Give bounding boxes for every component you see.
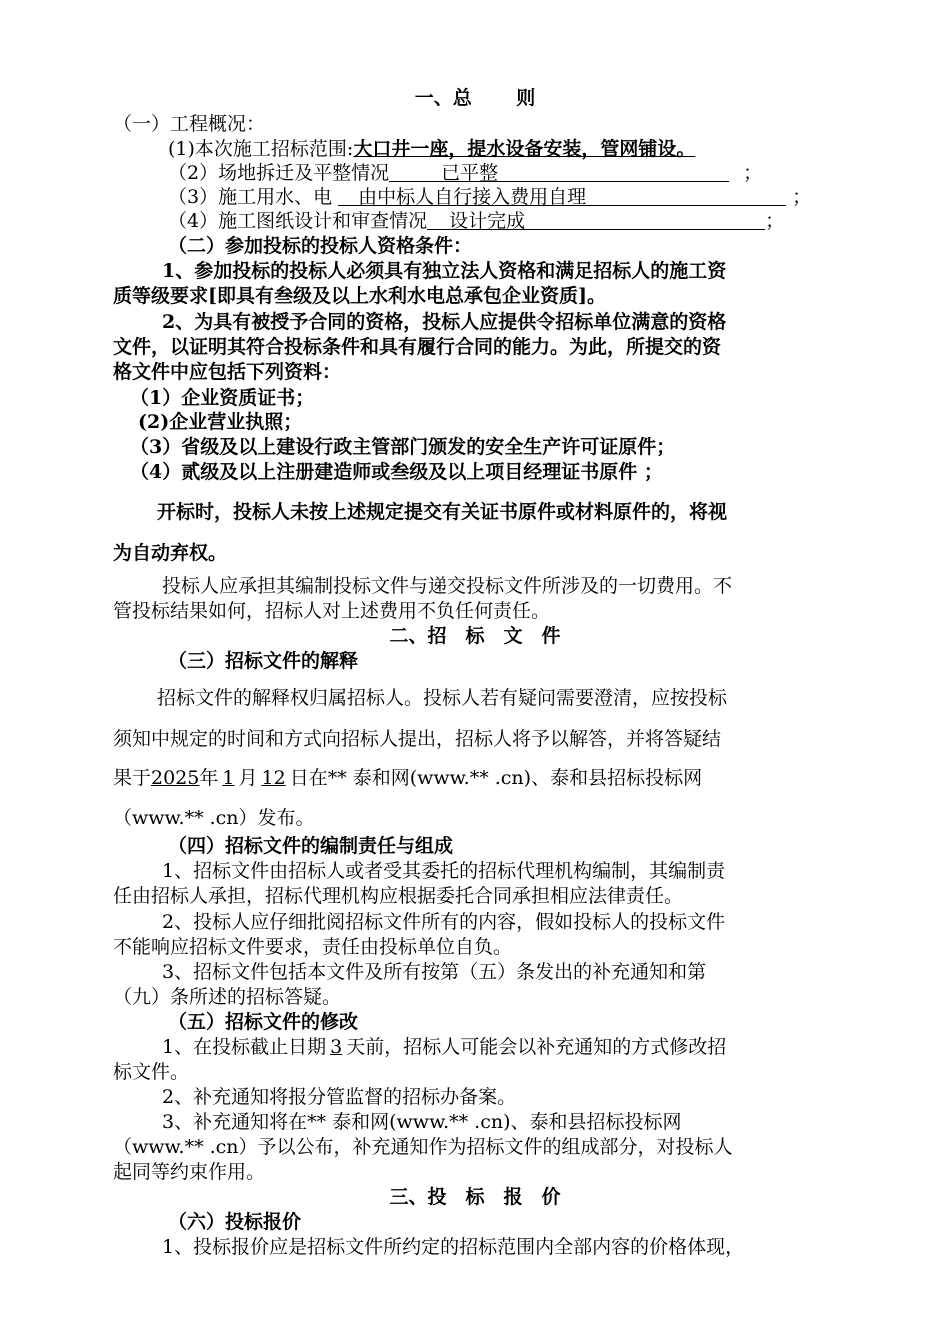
section-title-general: 一、总 则 (414, 87, 536, 109)
interp-line3 (113, 766, 702, 790)
answer-year: 2025 (151, 767, 200, 789)
site-line (168, 161, 762, 185)
qualification-heading: （二）参加投标的投标人资格条件： (168, 235, 473, 257)
mod3-line1: 3、补充通知将在** 泰和网(www.** .cn)、泰和县招标投标网 (162, 1111, 682, 1133)
comp2-line2: 不能响应招标文件要求，责任由投标单位自负。 (113, 936, 513, 958)
utility-semicolon: ； (792, 186, 812, 208)
comp3-line2: （九）条所述的招标答疑。 (113, 986, 342, 1008)
doc-item-2: (2)企业营业执照； (138, 411, 303, 433)
qual2-line3: 格文件中应包括下列资料： (113, 361, 342, 383)
utility-label: （3）施工用水、电 (168, 186, 333, 208)
comp3-line1: 3、招标文件包括本文件及所有按第（五）条发出的补充通知和第 (162, 961, 707, 983)
design-label: （4）施工图纸设计和审查情况 (168, 210, 428, 232)
warning-line2: 为自动弃权。 (113, 542, 228, 564)
cost-line2: 管投标结果如何，招标人对上述费用不负任何责任。 (113, 600, 551, 622)
mod1-line2: 标文件。 (113, 1061, 190, 1083)
site-value: 已平整 (441, 162, 499, 184)
utility-line (168, 185, 811, 209)
heading-composition: （四）招标文件的编制责任与组成 (168, 835, 454, 857)
price-line1: 1、投标报价应是招标文件所约定的招标范围内全部内容的价格体现， (162, 1236, 745, 1258)
qual2-line1: 2、为具有被授予合同的资格，投标人应提供令招标单位满意的资格 (162, 311, 727, 333)
overview-heading: （一）工程概况： (113, 113, 266, 135)
section-title-documents: 二、招 标 文 件 (389, 625, 561, 647)
comp2-line1: 2、投标人应仔细批阅招标文件所有的内容，假如投标人的投标文件 (162, 911, 726, 933)
mod1-line1 (162, 1035, 726, 1059)
design-value: 设计完成 (449, 210, 526, 232)
mod1-prefix: 1、在投标截止日期 (162, 1036, 327, 1058)
scope-label: (1)本次施工招标范围: (168, 138, 354, 160)
comp1-line1: 1、招标文件由招标人或者受其委托的招标代理机构编制，其编制责 (162, 860, 726, 882)
qual1-line1: 1、参加投标的投标人必须具有独立法人资格和满足招标人的施工资 (162, 260, 727, 282)
mod3-line3: 起同等约束作用。 (113, 1161, 266, 1183)
mod1-suffix: 天前，招标人可能会以补充通知的方式修改招 (346, 1036, 727, 1058)
interp-line4: （www.** .cn）发布。 (113, 807, 315, 829)
year-suffix: 年 (199, 767, 219, 789)
utility-value: 由中标人自行接入费用自理 (358, 186, 587, 208)
scope-line (168, 137, 735, 161)
mod3-line2: （www.** .cn）予以公布，补充通知作为招标文件的组成部分，对投标人 (113, 1136, 733, 1158)
design-line (168, 209, 784, 233)
design-semicolon: ； (765, 210, 785, 232)
answer-month: 1 (222, 767, 235, 789)
interp-line2: 须知中规定的时间和方式向招标人提出，招标人将予以解答，并将答疑结 (113, 728, 722, 750)
heading-bid-price: （六）投标报价 (168, 1211, 302, 1233)
section-title-pricing: 三、投 标 报 价 (389, 1186, 561, 1208)
mod1-days: 3 (330, 1036, 343, 1058)
interp-line3-prefix: 果于 (113, 767, 152, 789)
scope-value: 大口井一座，提水设备安装，管网铺设。 (353, 138, 696, 160)
heading-modification: （五）招标文件的修改 (168, 1011, 359, 1033)
site-label: （2）场地拆迁及平整情况 (168, 162, 390, 184)
answer-day: 12 (261, 767, 286, 789)
doc-item-4: （4）贰级及以上注册建造师或叁级及以上项目经理证书原件 ； (130, 461, 663, 483)
mod2-line: 2、补充通知将报分管监督的招标办备案。 (162, 1086, 517, 1108)
qual2-line2: 文件，以证明其符合投标条件和具有履行合同的能力。为此，所提交的资 (113, 336, 722, 358)
doc-item-3: （3）省级及以上建设行政主管部门颁发的安全生产许可证原件； (130, 436, 676, 458)
month-suffix: 月 (238, 767, 258, 789)
warning-line1: 开标时，投标人未按上述规定提交有关证书原件或材料原件的，将视 (157, 501, 728, 523)
qual1-line2: 质等级要求[即具有叁级及以上水利水电总承包企业资质]。 (113, 285, 606, 307)
heading-interpretation: （三）招标文件的解释 (168, 650, 359, 672)
cost-line1: 投标人应承担其编制投标文件与递交投标文件所涉及的一切费用。不 (162, 575, 733, 597)
interp-line3-suffix: 日在** 泰和网(www.** .cn)、泰和县招标投标网 (289, 767, 703, 789)
comp1-line2: 任由招标人承担，招标代理机构应根据委托合同承担相应法律责任。 (113, 885, 684, 907)
interp-line1: 招标文件的解释权归属招标人。投标人若有疑问需要澄清，应按投标 (157, 687, 728, 709)
doc-item-1: （1）企业资质证书； (130, 387, 315, 409)
site-semicolon: ； (743, 162, 763, 184)
